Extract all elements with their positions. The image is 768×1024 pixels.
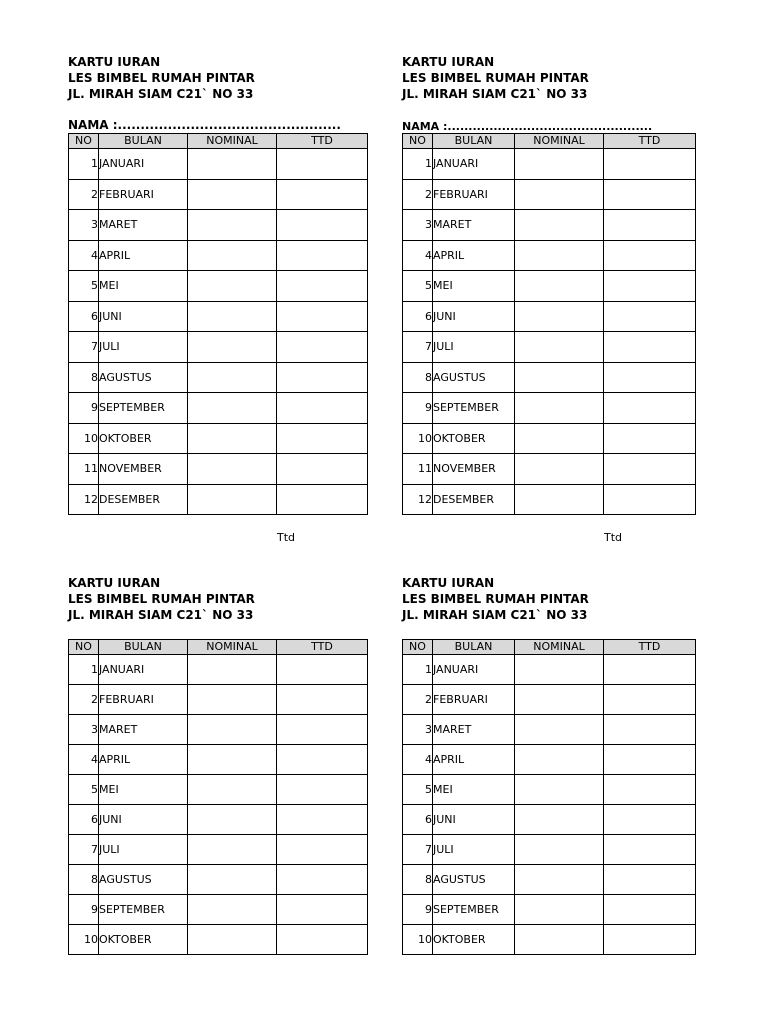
row-number: 8 xyxy=(69,865,99,895)
signature-cell xyxy=(604,271,696,302)
card-title: KARTU IURAN xyxy=(68,576,161,590)
row-number: 5 xyxy=(69,271,99,302)
table-row xyxy=(69,423,368,454)
month-name: FEBRUARI xyxy=(433,685,515,715)
month-name: OKTOBER xyxy=(433,423,515,454)
table-row xyxy=(69,454,368,485)
table-row xyxy=(69,210,368,241)
month-name: JANUARI xyxy=(99,655,188,685)
nominal-cell xyxy=(515,271,604,302)
table-row xyxy=(69,179,368,210)
row-number: 2 xyxy=(69,179,99,210)
month-name: APRIL xyxy=(433,240,515,271)
row-number: 9 xyxy=(69,393,99,424)
nominal-cell xyxy=(188,179,277,210)
row-number: 1 xyxy=(403,655,433,685)
signature-cell xyxy=(277,745,368,775)
fee-card-top-left xyxy=(68,54,368,554)
signature-cell xyxy=(604,775,696,805)
row-number: 10 xyxy=(69,423,99,454)
table-row xyxy=(69,393,368,424)
nominal-cell xyxy=(515,210,604,241)
nominal-cell xyxy=(188,835,277,865)
nominal-cell xyxy=(188,775,277,805)
nominal-cell xyxy=(188,655,277,685)
signature-cell xyxy=(277,423,368,454)
signature-cell xyxy=(604,423,696,454)
nominal-cell xyxy=(515,301,604,332)
card-address: JL. MIRAH SIAM C21` NO 33 xyxy=(402,608,588,622)
row-number: 7 xyxy=(69,332,99,363)
signature-cell xyxy=(277,775,368,805)
table-header-row xyxy=(403,134,696,149)
nominal-cell xyxy=(188,362,277,393)
signature-cell xyxy=(604,865,696,895)
row-number: 1 xyxy=(69,149,99,180)
card-title: KARTU IURAN xyxy=(402,55,495,69)
card-address: JL. MIRAH SIAM C21` NO 33 xyxy=(68,608,254,622)
nominal-cell xyxy=(515,179,604,210)
row-number: 3 xyxy=(403,715,433,745)
table-row xyxy=(69,835,368,865)
nominal-cell xyxy=(515,240,604,271)
card-subtitle: LES BIMBEL RUMAH PINTAR xyxy=(402,592,589,606)
signature-cell xyxy=(277,362,368,393)
fee-table xyxy=(402,133,696,515)
card-subtitle: LES BIMBEL RUMAH PINTAR xyxy=(68,71,255,85)
signature-cell xyxy=(604,240,696,271)
col-header-no: NO xyxy=(69,134,99,149)
row-number: 11 xyxy=(69,454,99,485)
row-number: 10 xyxy=(403,423,433,454)
month-name: SEPTEMBER xyxy=(99,895,188,925)
row-number: 12 xyxy=(403,484,433,515)
signature-cell xyxy=(277,484,368,515)
nominal-cell xyxy=(188,865,277,895)
table-row xyxy=(403,805,696,835)
signature-cell xyxy=(604,895,696,925)
month-name: OKTOBER xyxy=(99,925,188,955)
table-row xyxy=(403,240,696,271)
col-header-ttd: TTD xyxy=(277,640,368,655)
signature-cell xyxy=(277,805,368,835)
signature-cell xyxy=(277,179,368,210)
month-name: APRIL xyxy=(433,745,515,775)
signature-cell xyxy=(277,332,368,363)
signature-cell xyxy=(604,745,696,775)
table-row xyxy=(69,745,368,775)
nominal-cell xyxy=(515,149,604,180)
row-number: 7 xyxy=(403,332,433,363)
table-row xyxy=(403,715,696,745)
month-name: AGUSTUS xyxy=(433,362,515,393)
row-number: 12 xyxy=(69,484,99,515)
signature-cell xyxy=(277,454,368,485)
table-row xyxy=(69,484,368,515)
row-number: 8 xyxy=(69,362,99,393)
table-row xyxy=(403,685,696,715)
row-number: 6 xyxy=(69,805,99,835)
month-name: MARET xyxy=(433,715,515,745)
col-header-nominal: NOMINAL xyxy=(188,134,277,149)
table-row xyxy=(403,454,696,485)
signature-cell xyxy=(604,655,696,685)
month-name: JUNI xyxy=(99,805,188,835)
month-name: JUNI xyxy=(433,301,515,332)
nominal-cell xyxy=(515,332,604,363)
nominal-cell xyxy=(515,895,604,925)
month-name: APRIL xyxy=(99,240,188,271)
month-name: SEPTEMBER xyxy=(99,393,188,424)
month-name: JUNI xyxy=(433,805,515,835)
signature-cell xyxy=(277,301,368,332)
table-row xyxy=(403,149,696,180)
col-header-bulan: BULAN xyxy=(433,640,515,655)
month-name: MEI xyxy=(99,775,188,805)
table-row xyxy=(69,865,368,895)
col-header-bulan: BULAN xyxy=(99,134,188,149)
month-name: JUNI xyxy=(99,301,188,332)
month-name: OKTOBER xyxy=(433,925,515,955)
row-number: 11 xyxy=(403,454,433,485)
row-number: 8 xyxy=(403,865,433,895)
table-row xyxy=(403,895,696,925)
nominal-cell xyxy=(188,895,277,925)
month-name: MARET xyxy=(99,715,188,745)
signature-cell xyxy=(604,362,696,393)
month-name: AGUSTUS xyxy=(99,362,188,393)
card-subtitle: LES BIMBEL RUMAH PINTAR xyxy=(68,592,255,606)
nominal-cell xyxy=(188,393,277,424)
table-row xyxy=(403,271,696,302)
row-number: 5 xyxy=(403,775,433,805)
col-header-ttd: TTD xyxy=(604,640,696,655)
table-row xyxy=(403,210,696,241)
col-header-bulan: BULAN xyxy=(433,134,515,149)
month-name: MEI xyxy=(433,271,515,302)
ttd-label: Ttd xyxy=(277,531,296,544)
month-name: NOVEMBER xyxy=(433,454,515,485)
month-name: JANUARI xyxy=(99,149,188,180)
row-number: 4 xyxy=(69,240,99,271)
month-name: FEBRUARI xyxy=(433,179,515,210)
nominal-cell xyxy=(188,715,277,745)
month-name: MARET xyxy=(99,210,188,241)
table-row xyxy=(69,925,368,955)
col-header-no: NO xyxy=(403,134,433,149)
month-name: APRIL xyxy=(99,745,188,775)
col-header-nominal: NOMINAL xyxy=(515,134,604,149)
table-row xyxy=(69,301,368,332)
col-header-nominal: NOMINAL xyxy=(515,640,604,655)
signature-cell xyxy=(604,715,696,745)
nominal-cell xyxy=(188,240,277,271)
nominal-cell xyxy=(515,685,604,715)
month-name: JULI xyxy=(99,835,188,865)
row-number: 4 xyxy=(403,240,433,271)
col-header-ttd: TTD xyxy=(604,134,696,149)
table-row xyxy=(403,484,696,515)
nominal-cell xyxy=(515,454,604,485)
nominal-cell xyxy=(188,271,277,302)
signature-cell xyxy=(277,895,368,925)
col-header-nominal: NOMINAL xyxy=(188,640,277,655)
row-number: 2 xyxy=(403,179,433,210)
table-row xyxy=(403,393,696,424)
table-row xyxy=(403,655,696,685)
nominal-cell xyxy=(515,715,604,745)
signature-cell xyxy=(604,484,696,515)
nominal-cell xyxy=(515,925,604,955)
row-number: 9 xyxy=(403,895,433,925)
table-row xyxy=(69,775,368,805)
signature-cell xyxy=(277,685,368,715)
table-header-row xyxy=(403,640,696,655)
month-name: AGUSTUS xyxy=(433,865,515,895)
signature-cell xyxy=(277,655,368,685)
signature-cell xyxy=(277,240,368,271)
fee-card-top-right xyxy=(402,54,702,554)
nominal-cell xyxy=(515,745,604,775)
signature-cell xyxy=(604,301,696,332)
table-row xyxy=(403,925,696,955)
month-name: JULI xyxy=(433,332,515,363)
month-name: NOVEMBER xyxy=(99,454,188,485)
table-row xyxy=(69,271,368,302)
table-row xyxy=(403,865,696,895)
table-row xyxy=(69,149,368,180)
row-number: 8 xyxy=(403,362,433,393)
month-name: DESEMBER xyxy=(433,484,515,515)
row-number: 6 xyxy=(403,301,433,332)
signature-cell xyxy=(604,210,696,241)
fee-card-bottom-left xyxy=(68,575,368,975)
month-name: FEBRUARI xyxy=(99,685,188,715)
row-number: 1 xyxy=(69,655,99,685)
signature-cell xyxy=(277,925,368,955)
nominal-cell xyxy=(188,484,277,515)
table-row xyxy=(69,685,368,715)
col-header-ttd: TTD xyxy=(277,134,368,149)
month-name: MARET xyxy=(433,210,515,241)
nominal-cell xyxy=(188,332,277,363)
signature-cell xyxy=(604,332,696,363)
nominal-cell xyxy=(188,301,277,332)
fee-table xyxy=(68,133,368,515)
nominal-cell xyxy=(515,362,604,393)
table-row xyxy=(403,332,696,363)
row-number: 10 xyxy=(403,925,433,955)
table-header-row xyxy=(69,640,368,655)
table-row xyxy=(403,362,696,393)
row-number: 3 xyxy=(69,210,99,241)
nominal-cell xyxy=(515,775,604,805)
signature-cell xyxy=(604,179,696,210)
nominal-cell xyxy=(188,454,277,485)
nominal-cell xyxy=(515,655,604,685)
signature-cell xyxy=(277,271,368,302)
nama-field: NAMA :................................................. xyxy=(68,118,341,132)
month-name: SEPTEMBER xyxy=(433,393,515,424)
table-row xyxy=(403,775,696,805)
table-row xyxy=(69,362,368,393)
signature-cell xyxy=(604,454,696,485)
nominal-cell xyxy=(188,423,277,454)
signature-cell xyxy=(604,149,696,180)
table-row xyxy=(403,835,696,865)
row-number: 10 xyxy=(69,925,99,955)
signature-cell xyxy=(277,149,368,180)
ttd-label: Ttd xyxy=(604,531,623,544)
row-number: 6 xyxy=(403,805,433,835)
table-row xyxy=(69,805,368,835)
row-number: 7 xyxy=(69,835,99,865)
row-number: 5 xyxy=(403,271,433,302)
nominal-cell xyxy=(515,393,604,424)
fee-card-bottom-right xyxy=(402,575,702,975)
table-row xyxy=(403,301,696,332)
month-name: FEBRUARI xyxy=(99,179,188,210)
table-row xyxy=(69,715,368,745)
row-number: 4 xyxy=(403,745,433,775)
nominal-cell xyxy=(188,210,277,241)
signature-cell xyxy=(604,805,696,835)
table-header-row xyxy=(69,134,368,149)
nominal-cell xyxy=(515,835,604,865)
month-name: JULI xyxy=(99,332,188,363)
signature-cell xyxy=(277,715,368,745)
month-name: AGUSTUS xyxy=(99,865,188,895)
row-number: 2 xyxy=(69,685,99,715)
table-row xyxy=(403,423,696,454)
nominal-cell xyxy=(188,805,277,835)
month-name: SEPTEMBER xyxy=(433,895,515,925)
card-subtitle: LES BIMBEL RUMAH PINTAR xyxy=(402,71,589,85)
nominal-cell xyxy=(188,685,277,715)
signature-cell xyxy=(277,393,368,424)
fee-table xyxy=(68,639,368,955)
nominal-cell xyxy=(188,745,277,775)
row-number: 3 xyxy=(403,210,433,241)
signature-cell xyxy=(604,835,696,865)
row-number: 4 xyxy=(69,745,99,775)
nominal-cell xyxy=(188,149,277,180)
card-title: KARTU IURAN xyxy=(68,55,161,69)
col-header-no: NO xyxy=(403,640,433,655)
month-name: JULI xyxy=(433,835,515,865)
row-number: 6 xyxy=(69,301,99,332)
nominal-cell xyxy=(515,423,604,454)
row-number: 2 xyxy=(403,685,433,715)
table-row xyxy=(69,895,368,925)
row-number: 3 xyxy=(69,715,99,745)
signature-cell xyxy=(277,210,368,241)
month-name: MEI xyxy=(99,271,188,302)
month-name: MEI xyxy=(433,775,515,805)
table-row xyxy=(69,240,368,271)
row-number: 9 xyxy=(69,895,99,925)
month-name: OKTOBER xyxy=(99,423,188,454)
table-row xyxy=(69,655,368,685)
row-number: 9 xyxy=(403,393,433,424)
month-name: JANUARI xyxy=(433,149,515,180)
nama-field: NAMA :................................................. xyxy=(402,120,653,133)
nominal-cell xyxy=(515,865,604,895)
nominal-cell xyxy=(188,925,277,955)
card-address: JL. MIRAH SIAM C21` NO 33 xyxy=(68,87,254,101)
signature-cell xyxy=(277,835,368,865)
table-row xyxy=(403,179,696,210)
nominal-cell xyxy=(515,805,604,835)
row-number: 5 xyxy=(69,775,99,805)
col-header-no: NO xyxy=(69,640,99,655)
nominal-cell xyxy=(515,484,604,515)
signature-cell xyxy=(604,685,696,715)
card-address: JL. MIRAH SIAM C21` NO 33 xyxy=(402,87,588,101)
card-title: KARTU IURAN xyxy=(402,576,495,590)
month-name: DESEMBER xyxy=(99,484,188,515)
col-header-bulan: BULAN xyxy=(99,640,188,655)
row-number: 7 xyxy=(403,835,433,865)
month-name: JANUARI xyxy=(433,655,515,685)
table-row xyxy=(403,745,696,775)
signature-cell xyxy=(604,925,696,955)
fee-table xyxy=(402,639,696,955)
row-number: 1 xyxy=(403,149,433,180)
table-row xyxy=(69,332,368,363)
signature-cell xyxy=(277,865,368,895)
signature-cell xyxy=(604,393,696,424)
